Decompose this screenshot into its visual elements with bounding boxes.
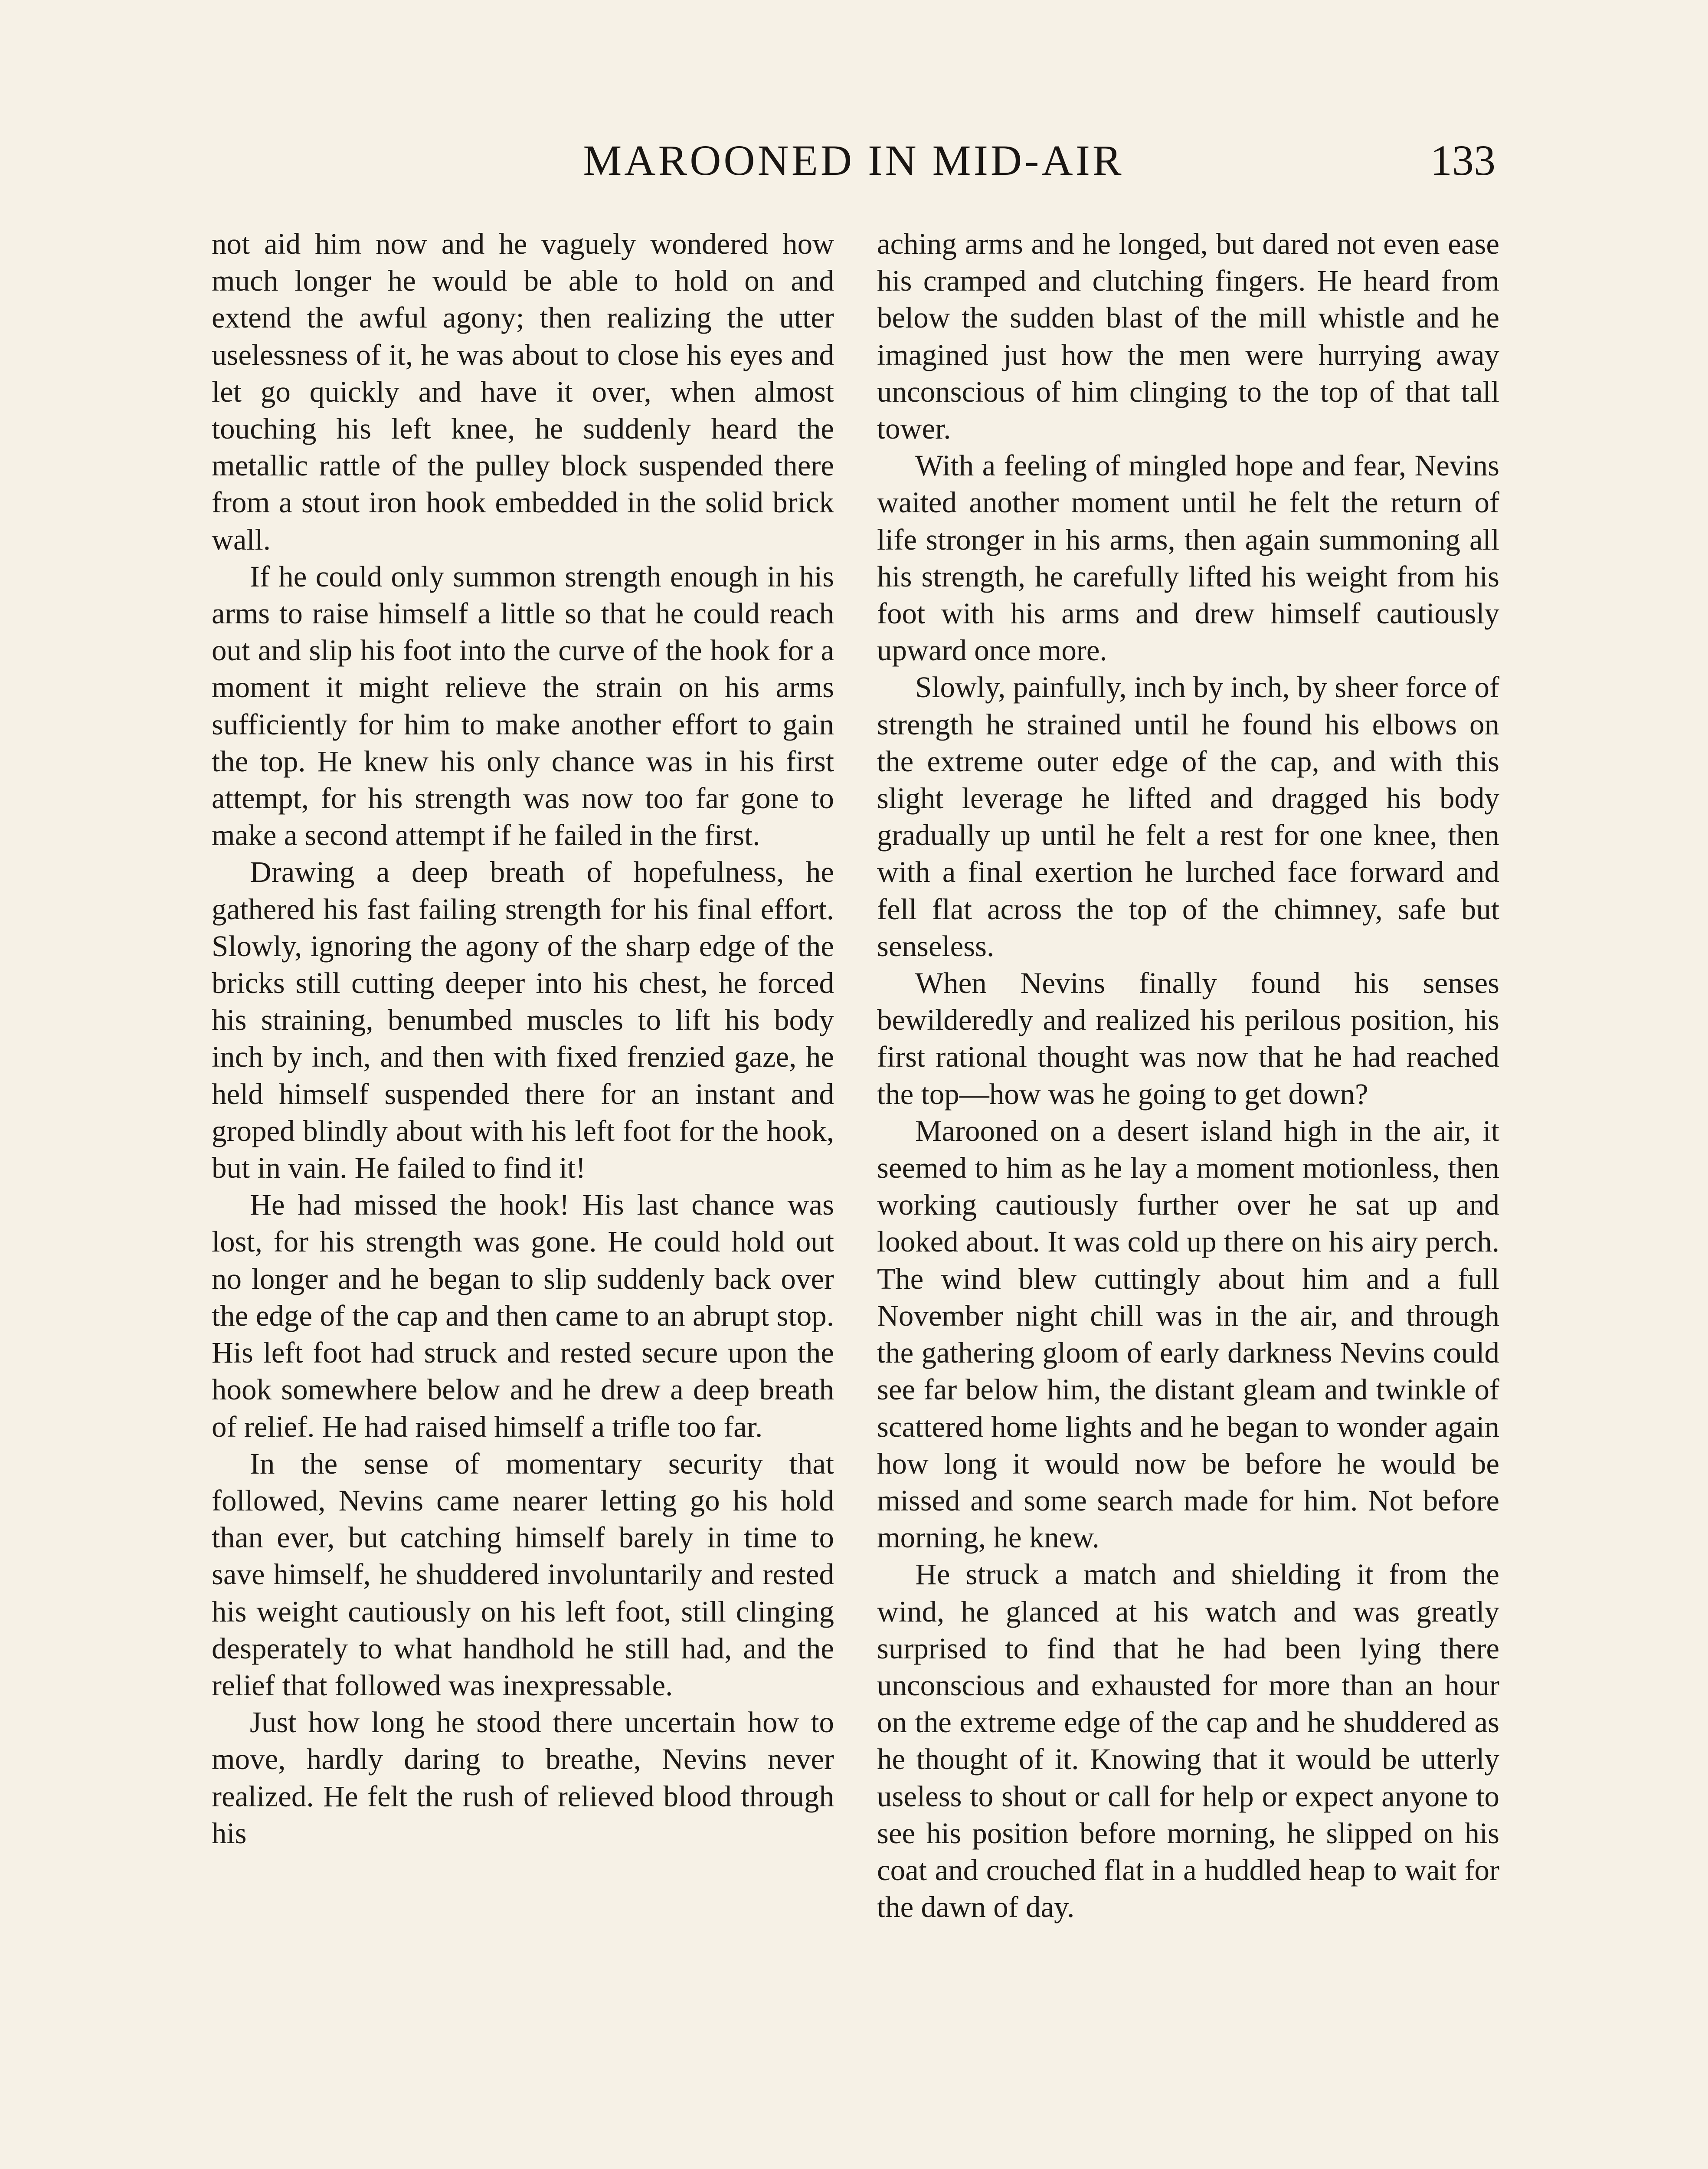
paragraph: Marooned on a desert island high in the air, it seemed to him as he lay a moment motionless, then working cautiously further over he sat up and looked about. It was cold up there on his airy perch. The wind blew cuttingly about him and a full November night chill was in the air, and through the gathering gloom of early darkness Nevins could see far below him, the distant gleam and twinkle of scattered home lights and he began to wonder again how long it would now be before he would be missed and some search made for him. Not before morning, he knew.: [877, 1114, 1499, 1554]
running-title: MAROONED IN MID-AIR: [583, 136, 1124, 184]
paragraph: Drawing a deep breath of hopefulness, he gathered his fast failing strength for his final effort. Slowly, ignoring the agony of the sharp edge of the bricks still cutting deeper into his chest, he forced his straining, benumbed muscles to lift his body inch by inch, and then with fixed frenzied gaze, he held himself suspended there for an instant and groped blindly about with his left foot for the hook, but in vain. He failed to find it!: [212, 855, 834, 1185]
paragraph: not aid him now and he vaguely wondered how much longer he would be able to hold on and extend the awful agony; then realizing the utter uselessness of it, he was about to close his eyes and let go quickly and have it over, when almost touching his left knee, he suddenly heard the metallic rattle of the pulley block suspended there from a stout iron hook embedded in the solid brick wall.: [212, 227, 834, 556]
paragraph: With a feeling of mingled hope and fear, Nevins waited another moment until he felt the return of life stronger in his arms, then again summoning all his strength, he carefully lifted his weight from his foot with his arms and drew himself cautiously upward once more.: [877, 449, 1499, 667]
paragraph: He had missed the hook! His last chance was lost, for his strength was gone. He could hold out no longer and he began to slip suddenly back over the edge of the cap and then came to an abrupt stop. His left foot had struck and rested secure upon the hook somewhere below and he drew a deep breath of relief. He had raised himself a trifle too far.: [212, 1188, 834, 1443]
running-head: [212, 130, 1495, 191]
text-column-left: [212, 226, 834, 2169]
paragraph: aching arms and he longed, but dared not even ease his cramped and clutching fingers. He heard from below the sudden blast of the mill whistle and he imagined just how the men were hurrying away unconscious of him clinging to the top of that tall tower.: [877, 227, 1499, 446]
paragraph: Just how long he stood there uncertain how to move, hardly daring to breathe, Nevins never realized. He felt the rush of relieved blood through his: [212, 1706, 834, 1850]
paragraph: In the sense of momentary security that followed, Nevins came nearer letting go his hold than ever, but catching himself barely in time to save himself, he shuddered involuntarily and rested his weight cautiously on his left foot, still clinging desperately to what handhold he still had, and the relief that followed was inexpressable.: [212, 1447, 834, 1702]
paragraph: Slowly, painfully, inch by inch, by sheer force of strength he strained until he found his elbows on the extreme outer edge of the cap, and with this slight leverage he lifted and dragged his body gradually up until he felt a rest for one knee, then with a final exertion he lurched face forward and fell flat across the top of the chimney, safe but senseless.: [877, 671, 1499, 963]
paragraph: When Nevins finally found his senses bewilderedly and realized his perilous position, his first rational thought was now that he had reached the top—how was he going to get down?: [877, 967, 1499, 1111]
paragraph: If he could only summon strength enough in his arms to raise himself a little so that he could reach out and slip his foot into the curve of the hook for a moment it might relieve the strain on his arms sufficiently for him to make another effort to gain the top. He knew his only chance was in his first attempt, for his strength was now too far gone to make a second attempt if he failed in the first.: [212, 560, 834, 852]
paragraph: He struck a match and shielding it from the wind, he glanced at his watch and was greatly surprised to find that he had been lying there unconscious and exhausted for more than an hour on the extreme edge of the cap and he shuddered as he thought of it. Knowing that it would be utterly useless to shout or call for help or expect anyone to see his position before morning, he slipped on his coat and crouched flat in a huddled heap to wait for the dawn of day.: [877, 1558, 1499, 1924]
text-column-right: [877, 226, 1499, 2169]
page-number: 133: [1430, 136, 1495, 184]
